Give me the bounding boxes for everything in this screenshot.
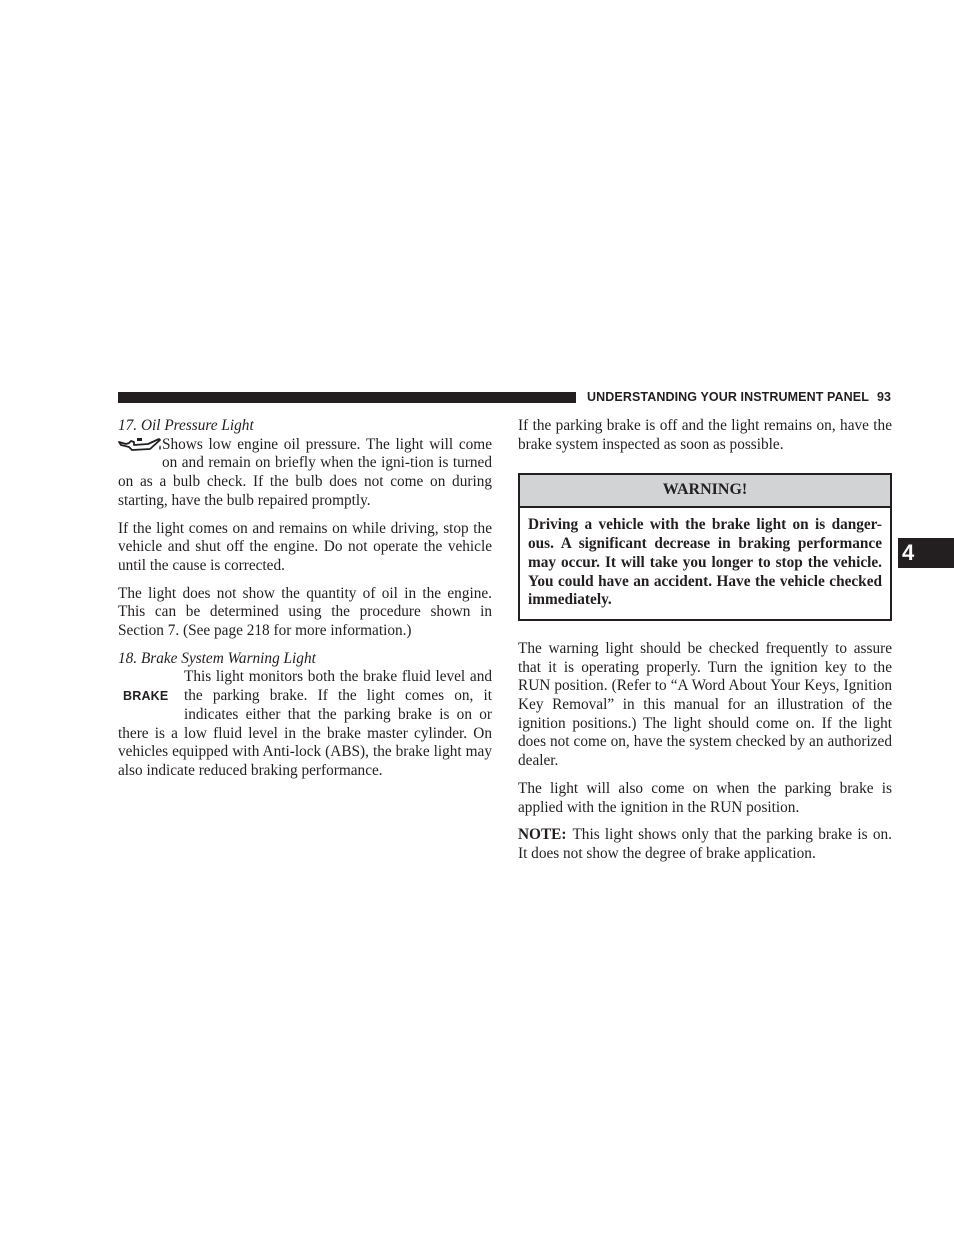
warning-body: Driving a vehicle with the brake light on is danger-ous. A significant decrease in braking performance may occur. It will take you longer to stop the vehicle. You could have an accident. Have the vehicle checked immediately. <box>528 516 882 609</box>
brake-system-heading: 18. Brake System Warning Light <box>118 649 316 667</box>
right-column <box>518 417 892 864</box>
oil-pressure-section <box>118 436 492 511</box>
oil-pressure-text-3: The light does not show the quantity of oil in the engine. This can be determined using the procedure shown in Section 7. (See page 218 for more information.) <box>118 584 492 640</box>
note-label: NOTE: <box>518 826 567 844</box>
warning-box <box>518 473 892 621</box>
oil-pressure-text-1: Shows low engine oil pressure. The light will come on and remain on briefly when the igni-tion is turned on as a bulb check. If the bulb does not come on during starting, have the bulb repaired promptly. <box>118 435 492 509</box>
brake-icon-label: BRAKE <box>123 689 169 704</box>
parking-brake-run-text: The light will also come on when the parking brake is applied with the ignition in the RUN position. <box>518 779 892 816</box>
warning-title: WARNING! <box>520 475 890 508</box>
oil-can-icon <box>118 437 162 455</box>
brake-system-text: This light monitors both the brake fluid level and the parking brake. If the light comes on, it indicates either that the parking brake is on or there is a low fluid level in the brake master cylinder. On vehicles equipped with Anti-lock (ABS), the brake light may also indicate reduced braking performance. <box>118 668 492 779</box>
parking-brake-text: If the parking brake is off and the light remains on, have the brake system inspected as soon as possible. <box>518 417 892 453</box>
header-rule <box>118 392 576 403</box>
chapter-tab <box>898 538 954 568</box>
note-paragraph <box>518 826 892 863</box>
warning-light-check-text: The warning light should be checked frequently to assure that it is operating properly. Turn the ignition key to the RUN position. (Refer to “A Word About Your Keys, Ignition Key Removal” in this manual for an illustration of the ignition positions.) The light should come on. If the light does not come on, have the system checked by an authorized dealer. <box>518 639 892 770</box>
brake-warning-icon <box>118 668 184 724</box>
note-text: This light shows only that the parking brake is on. It does not show the degree of brake application. <box>518 826 892 862</box>
oil-pressure-text-2: If the light comes on and remains on while driving, stop the vehicle and shut off the engine. Do not operate the vehicle until the cause is corrected. <box>118 519 492 574</box>
brake-section <box>118 668 492 780</box>
left-column <box>118 417 492 781</box>
oil-pressure-heading: 17. Oil Pressure Light <box>118 417 254 434</box>
page-number: 93 <box>877 390 891 404</box>
chapter-number: 4 <box>902 540 915 565</box>
header-title: UNDERSTANDING YOUR INSTRUMENT PANEL <box>587 390 869 404</box>
